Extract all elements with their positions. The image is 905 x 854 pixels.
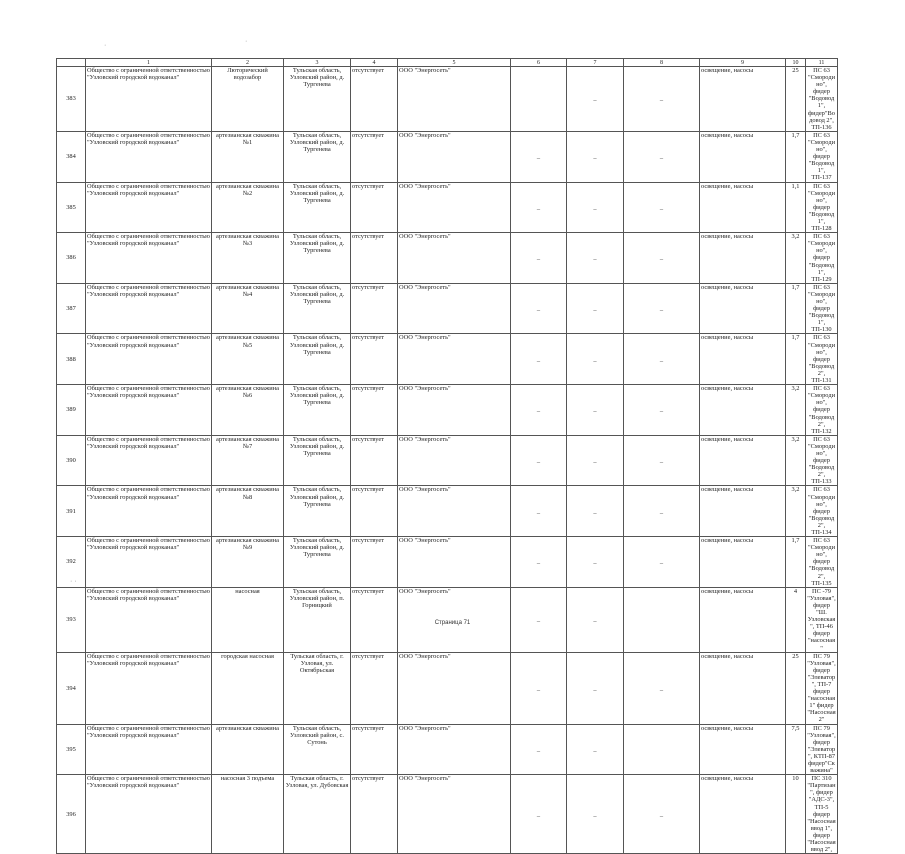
cell-c9: освещение, насосы (700, 486, 786, 537)
cell-c2: артезианская скважина №4 (212, 283, 284, 334)
cell-c4: отсутствует (351, 537, 398, 588)
cell-c3: Тульская область, Узловский район, д. Тургенева (284, 131, 351, 182)
column-number-cell: 5 (398, 59, 511, 67)
cell-c6: – (511, 283, 567, 334)
cell-c3: Тульская область, Узловский район, д. Тургенева (284, 233, 351, 284)
cell-c4: отсутствует (351, 587, 398, 652)
cell-c4: отсутствует (351, 486, 398, 537)
cell-c4: отсутствует (351, 283, 398, 334)
corner-cell (57, 59, 86, 67)
cell-c3: Тульская область, Узловский район, д. Тургенева (284, 537, 351, 588)
row-number: 392 (57, 537, 86, 588)
cell-c5: ООО "Энергосеть" (398, 334, 511, 385)
table-row (57, 724, 838, 775)
cell-c6: – (511, 486, 567, 537)
row-number: 393 (57, 587, 86, 652)
column-number-cell: 2 (212, 59, 284, 67)
cell-c1: Общество с ограниченной ответственностью "Узловский городской водоканал" (86, 724, 212, 775)
cell-c2: городская насосная (212, 652, 284, 724)
cell-c3: Тульская область, г. Узловая, ул. Октябрьская (284, 652, 351, 724)
register-table (56, 58, 838, 854)
table-row (57, 385, 838, 436)
table-row (57, 775, 838, 854)
cell-c6: – (511, 435, 567, 486)
row-number: 395 (57, 724, 86, 775)
cell-c5: ООО "Энергосеть" (398, 724, 511, 775)
cell-c8: – (624, 435, 700, 486)
cell-c5: ООО "Энергосеть" (398, 131, 511, 182)
cell-c8: – (624, 283, 700, 334)
cell-c7: – (567, 283, 624, 334)
cell-c8: – (624, 233, 700, 284)
cell-c5: ООО "Энергосеть" (398, 283, 511, 334)
cell-c4: отсутствует (351, 435, 398, 486)
row-number: 388 (57, 334, 86, 385)
cell-c2: насосная (212, 587, 284, 652)
document-sheet (56, 58, 838, 854)
cell-c8 (624, 724, 700, 775)
cell-c8: – (624, 67, 700, 132)
table-row (57, 131, 838, 182)
cell-c9: освещение, насосы (700, 385, 786, 436)
column-number-cell: 1 (86, 59, 212, 67)
cell-c11: ПС 79 "Узловая", фидер "Элеватор", ТП-7 фидер "насосная 1" фидер "Насосная 2" (807, 652, 836, 724)
cell-c2: артезианская скважина №2 (212, 182, 284, 233)
cell-c11: ПС 63 "Смородино", фидер "Водовод 1", ТП-130 (806, 283, 838, 334)
cell-c11: ПС 63 "Смородино", фидер "Водовод 1", ТП-137 (806, 131, 838, 182)
cell-c2: Люторический водозабор (212, 67, 284, 132)
row-number: 384 (57, 131, 86, 182)
cell-c1: Общество с ограниченной ответственностью "Узловский городской водоканал" (86, 67, 212, 132)
cell-c7: – (567, 724, 624, 775)
cell-c3: Тульская область, Узловский район, д. Тургенева (284, 283, 351, 334)
cell-c11: ПС 63 "Смородино", фидер "Водовод 2", ТП-135 (806, 537, 838, 588)
cell-c6: – (511, 385, 567, 436)
cell-c7: – (567, 67, 624, 132)
cell-c8: – (624, 775, 700, 854)
cell-c4: отсутствует (351, 67, 398, 132)
cell-c2: насосная 3 подъема (212, 775, 284, 854)
cell-c11: ПС 63 "Смородино", фидер "Водовод 1", ТП-128 (806, 182, 838, 233)
cell-c2: артезианская скважина №5 (212, 334, 284, 385)
cell-c11: ПС 63 "Смородино", фидер "Водовод 2", ТП-133 (806, 435, 838, 486)
cell-c9: освещение, насосы (700, 233, 786, 284)
cell-c9: освещение, насосы (700, 775, 786, 854)
cell-c7: – (567, 486, 624, 537)
cell-c2: артезианская скважина №1 (212, 131, 284, 182)
cell-c7: – (567, 131, 624, 182)
cell-c10: 3,2 (786, 233, 806, 284)
scan-mark: · · (70, 578, 77, 585)
cell-c10: 25 (786, 652, 806, 724)
cell-c11: ПС 63 "Смородино", фидер "Водовод 2", ТП-131 (806, 334, 838, 385)
cell-c3: Тульская область, Узловский район, д. Тургенева (284, 67, 351, 132)
row-number: 386 (57, 233, 86, 284)
cell-c9: освещение, насосы (700, 182, 786, 233)
table-row (57, 67, 838, 132)
cell-c10: 1,7 (786, 537, 806, 588)
row-number: 387 (57, 283, 86, 334)
cell-c4: отсутствует (351, 724, 398, 775)
cell-c9: освещение, насосы (700, 652, 786, 724)
cell-c10: 10 (786, 775, 806, 854)
table-row (57, 334, 838, 385)
column-number-cell: 6 (511, 59, 567, 67)
cell-c2: артезианская скважина (212, 724, 284, 775)
cell-c4: отсутствует (351, 182, 398, 233)
row-number: 383 (57, 67, 86, 132)
cell-c6: – (511, 724, 567, 775)
register-table-body (57, 59, 838, 854)
column-number-row (57, 59, 838, 67)
cell-c8: – (624, 486, 700, 537)
cell-c8: – (624, 652, 700, 724)
cell-c6: – (511, 652, 567, 724)
column-number-cell: 4 (351, 59, 398, 67)
column-number-cell: 8 (624, 59, 700, 67)
row-number: 385 (57, 182, 86, 233)
page-number: Страница 71 (434, 620, 471, 626)
cell-c10: 1,7 (786, 131, 806, 182)
cell-c1: Общество с ограниченной ответственностью "Узловский городской водоканал" (86, 435, 212, 486)
column-number-cell: 9 (700, 59, 786, 67)
cell-c9: освещение, насосы (700, 67, 786, 132)
scan-mark: · (245, 38, 248, 45)
column-number-cell: 10 (786, 59, 806, 67)
cell-c7: – (567, 587, 624, 652)
cell-c7: – (567, 233, 624, 284)
cell-c9: освещение, насосы (700, 131, 786, 182)
cell-c8: – (624, 385, 700, 436)
cell-c9: освещение, насосы (700, 537, 786, 588)
cell-c1: Общество с ограниченной ответственностью "Узловский городской водоканал" (86, 334, 212, 385)
cell-c6: – (511, 334, 567, 385)
cell-c5: ООО "Энергосеть" (398, 775, 511, 854)
cell-c1: Общество с ограниченной ответственностью "Узловский городской водоканал" (86, 131, 212, 182)
row-number: 390 (57, 435, 86, 486)
cell-c4: отсутствует (351, 775, 398, 854)
cell-c7: – (567, 775, 624, 854)
cell-c8: – (624, 334, 700, 385)
cell-c6: – (511, 537, 567, 588)
table-row (57, 182, 838, 233)
cell-c3: Тульская область, Узловский район, д. Тургенева (284, 334, 351, 385)
cell-c7: – (567, 435, 624, 486)
cell-c3: Тульская область, Узловский район, д. Тургенева (284, 486, 351, 537)
cell-c3: Тульская область, Узловский район, д. Тургенева (284, 435, 351, 486)
cell-c6: – (511, 775, 567, 854)
cell-c11: ПС 310 "Партизан", фидер "АДС-3", ТП-5 фидер "Насосная ввод 1", фидер "Насосная ввод 2", (807, 775, 836, 854)
cell-c1: Общество с ограниченной ответственностью "Узловский городской водоканал" (86, 537, 212, 588)
cell-c2: артезианская скважина №7 (212, 435, 284, 486)
cell-c8: – (624, 131, 700, 182)
cell-c1: Общество с ограниченной ответственностью "Узловский городской водоканал" (86, 283, 212, 334)
cell-c1: Общество с ограниченной ответственностью "Узловский городской водоканал" (86, 385, 212, 436)
cell-c3: Тульская область, г. Узловая, ул. Дубовская (284, 775, 351, 854)
cell-c11: ПС -79 "Узловая", фидер "Ш. Узловская", ТП-46 фидер "насосная" (807, 587, 836, 652)
cell-c11: ПС 63 "Смородино", фидер "Водовод 1", ТП-129 (806, 233, 838, 284)
table-row (57, 435, 838, 486)
cell-c11: ПС 63 "Смородино", фидер "Водовод 1", фидер"Водовод 2", ТП-136 (806, 67, 838, 132)
cell-c5: ООО "Энергосеть" (398, 435, 511, 486)
cell-c9: освещение, насосы (700, 334, 786, 385)
cell-c9: освещение, насосы (700, 724, 786, 775)
cell-c7: – (567, 334, 624, 385)
cell-c7: – (567, 385, 624, 436)
scan-mark: · (104, 42, 107, 49)
cell-c3: Тульская область, Узловский район, п. Горницкий (284, 587, 351, 652)
cell-c2: артезианская скважина №6 (212, 385, 284, 436)
cell-c5: ООО "Энергосеть" (398, 652, 511, 724)
cell-c4: отсутствует (351, 233, 398, 284)
row-number: 389 (57, 385, 86, 436)
table-row (57, 486, 838, 537)
cell-c11: ПС 79 "Узловая", фидер "Элеватор", КТП-87 фидер"Скважина" (807, 724, 836, 775)
cell-c1: Общество с ограниченной ответственностью "Узловский городской водоканал" (86, 233, 212, 284)
cell-c9: освещение, насосы (700, 283, 786, 334)
cell-c4: отсутствует (351, 652, 398, 724)
cell-c10: 3,2 (786, 435, 806, 486)
cell-c11: ПС 63 "Смородино", фидер "Водовод 2", ТП-134 (806, 486, 838, 537)
table-row (57, 652, 838, 724)
cell-c1: Общество с ограниченной ответственностью "Узловский городской водоканал" (86, 652, 212, 724)
column-number-cell: 11 (806, 59, 838, 67)
cell-c2: артезианская скважина №9 (212, 537, 284, 588)
cell-c10: 4 (786, 587, 806, 652)
row-number: 391 (57, 486, 86, 537)
table-row (57, 537, 838, 588)
column-number-cell: 3 (284, 59, 351, 67)
table-row (57, 233, 838, 284)
cell-c10: 7,5 (786, 724, 806, 775)
cell-c10: 1,1 (786, 182, 806, 233)
row-number: 394 (57, 652, 86, 724)
row-number: 396 (57, 775, 86, 854)
cell-c5: ООО "Энергосеть" (398, 486, 511, 537)
cell-c4: отсутствует (351, 385, 398, 436)
cell-c5: ООО "Энергосеть" (398, 67, 511, 132)
cell-c5: ООО "Энергосеть" (398, 587, 511, 652)
cell-c1: Общество с ограниченной ответственностью "Узловский городской водоканал" (86, 486, 212, 537)
cell-c10: 25 (786, 67, 806, 132)
cell-c10: 3,2 (786, 385, 806, 436)
cell-c5: ООО "Энергосеть" (398, 233, 511, 284)
cell-c10: 1,7 (786, 334, 806, 385)
cell-c3: Тульская область, Узловский район, д. Тургенева (284, 385, 351, 436)
column-number-cell: 7 (567, 59, 624, 67)
cell-c8: – (624, 182, 700, 233)
cell-c5: ООО "Энергосеть" (398, 182, 511, 233)
cell-c3: Тульская область, Узловский район, д. Тургенева (284, 182, 351, 233)
cell-c4: отсутствует (351, 131, 398, 182)
cell-c6: – (511, 587, 567, 652)
cell-c1: Общество с ограниченной ответственностью "Узловский городской водоканал" (86, 182, 212, 233)
cell-c9: освещение, насосы (700, 587, 786, 652)
cell-c1: Общество с ограниченной ответственностью "Узловский городской водоканал" (86, 587, 212, 652)
cell-c2: артезианская скважина №3 (212, 233, 284, 284)
cell-c7: – (567, 652, 624, 724)
cell-c3: Тульская область, Узловский район, с. Сутонь (284, 724, 351, 775)
cell-c2: артезианская скважина №8 (212, 486, 284, 537)
cell-c4: отсутствует (351, 334, 398, 385)
cell-c6 (511, 67, 567, 132)
cell-c6: – (511, 182, 567, 233)
cell-c10: 3,2 (786, 486, 806, 537)
cell-c9: освещение, насосы (700, 435, 786, 486)
cell-c6: – (511, 131, 567, 182)
cell-c7: – (567, 182, 624, 233)
cell-c5: ООО "Энергосеть" (398, 537, 511, 588)
cell-c8: – (624, 537, 700, 588)
cell-c1: Общество с ограниченной ответственностью "Узловский городской водоканал" (86, 775, 212, 854)
cell-c10: 1,7 (786, 283, 806, 334)
cell-c5: ООО "Энергосеть" (398, 385, 511, 436)
cell-c6: – (511, 233, 567, 284)
cell-c11: ПС 63 "Смородино", фидер "Водовод 2", ТП-132 (806, 385, 838, 436)
table-row (57, 283, 838, 334)
cell-c7: – (567, 537, 624, 588)
